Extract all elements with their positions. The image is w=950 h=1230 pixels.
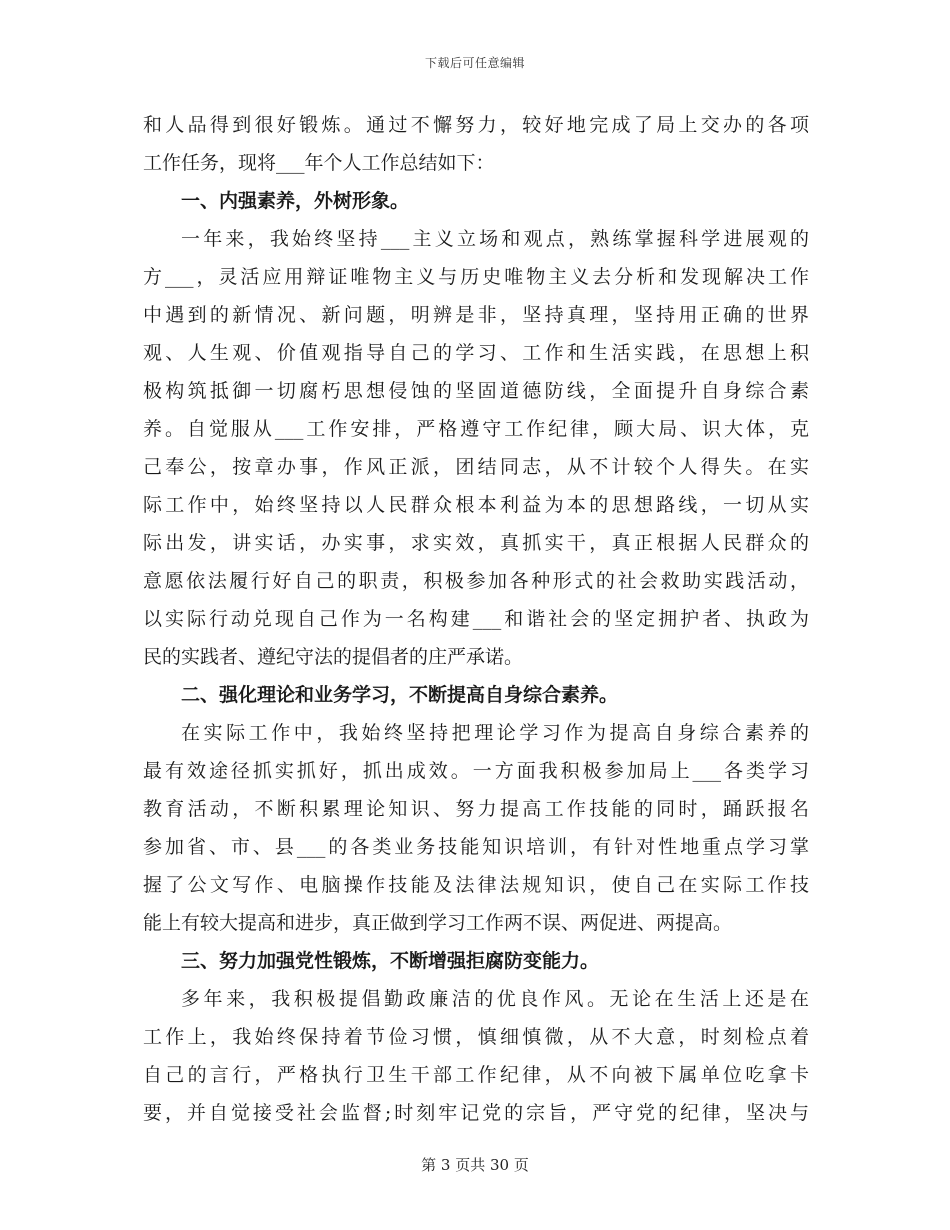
- paragraph-line: 在实际工作中，我始终坚持把理论学习作为提高自身综合素养的: [181, 722, 809, 744]
- paragraph-line: 养。自觉服从___工作安排，严格遵守工作纪律，顾大局、识大体，克: [143, 418, 809, 440]
- document-body: [143, 106, 809, 1132]
- paragraph-line: 参加省、市、县___的各类业务技能知识培训，有针对性地重点学习掌: [143, 836, 809, 858]
- page-header: 下载后可任意编辑: [424, 56, 525, 70]
- paragraph-line: 一年来，我始终坚持___主义立场和观点，熟练掌握科学进展观的: [181, 228, 809, 250]
- paragraph-line: 民的实践者、遵纪守法的提倡者的庄严承诺。: [143, 646, 524, 668]
- paragraph-line: 以实际行动兑现自己作为一名构建___和谐社会的坚定拥护者、执政为: [143, 608, 809, 630]
- paragraph-line: 观、人生观、价值观指导自己的学习、工作和生活实践，在思想上积: [143, 342, 809, 364]
- paragraph-line: 工作任务，现将___年个人工作总结如下：: [143, 152, 495, 174]
- paragraph-line: 多年来，我积极提倡勤政廉洁的优良作风。无论在生活上还是在: [181, 988, 809, 1010]
- paragraph-line: 能上有较大提高和进步，真正做到学习工作两不误、两促进、两提高。: [143, 912, 733, 934]
- paragraph-line: 意愿依法履行好自己的职责，积极参加各种形式的社会救助实践活动，: [143, 570, 809, 592]
- paragraph-line: 自己的言行，严格执行卫生干部工作纪律，从不向被下属单位吃拿卡: [143, 1064, 809, 1086]
- paragraph-line: 教育活动，不断积累理论知识、努力提高工作技能的同时，踊跃报名: [143, 798, 809, 820]
- paragraph-line: 方___，灵活应用辩证唯物主义与历史唯物主义去分析和发现解决工作: [143, 266, 809, 288]
- paragraph-line: 握了公文写作、电脑操作技能及法律法规知识，使自己在实际工作技: [143, 874, 809, 896]
- paragraph-line: 际出发，讲实话，办实事，求实效，真抓实干，真正根据人民群众的: [143, 532, 809, 554]
- section-heading: 二、强化理论和业务学习，不断提高自身综合素养。: [181, 684, 619, 706]
- paragraph-line: 和人品得到很好锻炼。通过不懈努力，较好地完成了局上交办的各项: [143, 114, 809, 136]
- page-number: 第 3 页共 30 页: [421, 1156, 529, 1174]
- paragraph-line: 际工作中，始终坚持以人民群众根本利益为本的思想路线，一切从实: [143, 494, 809, 516]
- paragraph-line: 工作上，我始终保持着节俭习惯，慎细慎微，从不大意，时刻检点着: [143, 1026, 809, 1048]
- paragraph-line: 中遇到的新情况、新问题，明辨是非，坚持真理，坚持用正确的世界: [143, 304, 809, 326]
- paragraph-line: 己奉公，按章办事，作风正派，团结同志，从不计较个人得失。在实: [143, 456, 809, 478]
- section-heading: 一、内强素养，外树形象。: [181, 190, 410, 212]
- paragraph-line: 最有效途径抓实抓好，抓出成效。一方面我积极参加局上___各类学习: [143, 760, 809, 782]
- paragraph-line: 极构筑抵御一切腐朽思想侵蚀的坚固道德防线，全面提升自身综合素: [143, 380, 809, 402]
- paragraph-line: 要，并自觉接受社会监督;时刻牢记党的宗旨，严守党的纪律，坚决与: [143, 1102, 809, 1124]
- section-heading: 三、努力加强党性锻炼，不断增强拒腐防变能力。: [181, 950, 600, 972]
